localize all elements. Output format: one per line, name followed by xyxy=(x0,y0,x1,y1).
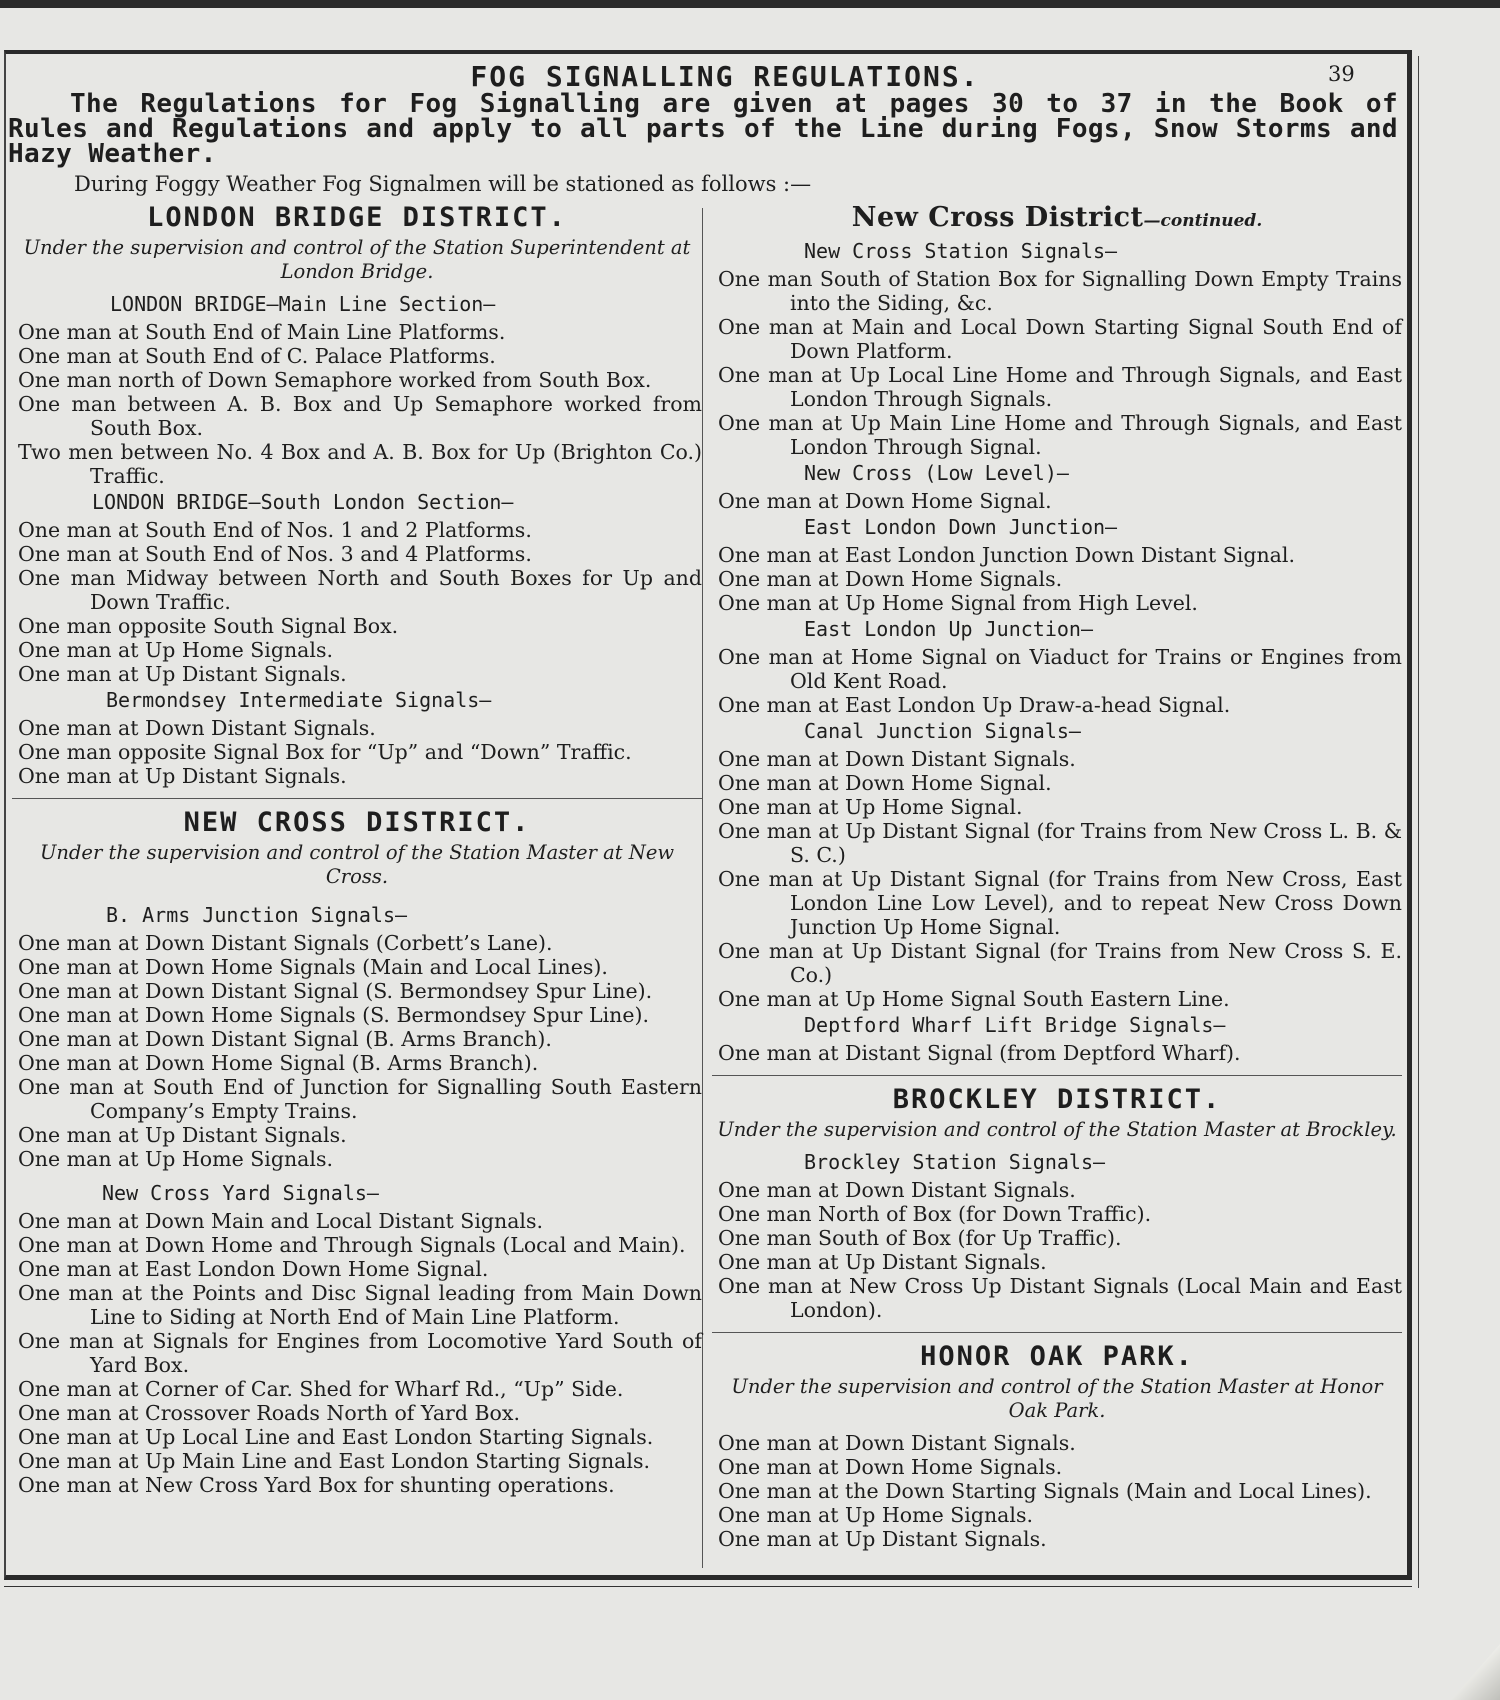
section-heading: B. Arms Junction Signals— xyxy=(106,903,408,927)
signal-item: One man at New Cross Yard Box for shunting operations. xyxy=(18,1473,615,1497)
section-heading: Bermondsey Intermediate Signals— xyxy=(106,688,492,712)
border-rule xyxy=(4,1586,1412,1587)
signal-item: One man North of Box (for Down Traffic). xyxy=(718,1202,1152,1226)
signal-item: One man at Down Home Signals (S. Bermondsey Spur Line). xyxy=(18,1003,650,1027)
signal-item: One man at Distant Signal (from Deptford Wharf). xyxy=(718,1041,1241,1065)
signal-list xyxy=(12,320,702,488)
signal-list xyxy=(12,931,702,1171)
supervision-note: Under the supervision and control of the Station Master at Brockley. xyxy=(717,1118,1397,1141)
supervision-note: Under the supervision and control of the Station Superintendent at London Bridge. xyxy=(23,236,691,283)
signal-item: One man at Up Distant Signals. xyxy=(718,1527,1047,1551)
signal-item: One man at Down Distant Signals (Corbett’s Lane). xyxy=(18,931,553,955)
signal-item: One man at East London Down Home Signal. xyxy=(18,1257,489,1281)
signal-item: One man South of Station Box for Signalling Down Empty Trains into the Siding, &c. xyxy=(718,267,1402,315)
signal-item: One man opposite South Signal Box. xyxy=(18,614,399,638)
signal-item: One man at East London Junction Down Distant Signal. xyxy=(718,543,1295,567)
continued-label: —continued. xyxy=(1143,211,1263,231)
signal-list xyxy=(712,267,1402,459)
intro-paragraph: The Regulations for Fog Signalling are given at pages 30 to 37 in the Book of Rules and Regulations and apply to all parts of the Line during Fogs, Snow Storms and Hazy Weather. xyxy=(8,89,1398,169)
signal-item: One man at Up Distant Signal (for Trains from New Cross, East London Line Low Level), and to repeat New Cross Down Junction Up Home Signal. xyxy=(718,867,1402,939)
signal-item: One man at Up Main Line and East London Starting Signals. xyxy=(18,1449,650,1473)
signal-item: One man at Crossover Roads North of Yard Box. xyxy=(18,1401,520,1425)
new-cross-district xyxy=(12,807,702,1497)
signal-item: One man at New Cross Up Distant Signals (Local Main and East London). xyxy=(718,1274,1402,1322)
signal-item: One man at Down Distant Signal (S. Bermondsey Spur Line). xyxy=(18,979,653,1003)
signal-item: One man at South End of Junction for Signalling South Eastern Company’s Empty Trains. xyxy=(18,1075,702,1123)
signal-item: One man at Down Distant Signals. xyxy=(18,716,376,740)
signal-list xyxy=(12,518,702,686)
left-column xyxy=(12,200,702,1497)
signal-list xyxy=(12,1209,702,1497)
signal-item: One man at Home Signal on Viaduct for Trains or Engines from Old Kent Road. xyxy=(718,645,1402,693)
signal-item: One man at Down Home Signals. xyxy=(718,567,1063,591)
supervision-note: Under the supervision and control of the Station Master at Honor Oak Park. xyxy=(731,1375,1383,1422)
signal-item: One man at Up Distant Signal (for Trains from New Cross S. E. Co.) xyxy=(718,939,1402,987)
signal-item: One man at East London Up Draw-a-head Signal. xyxy=(718,693,1231,717)
signal-item: One man at Down Main and Local Distant Signals. xyxy=(18,1209,544,1233)
signal-list xyxy=(712,1041,1402,1065)
section-heading: New Cross (Low Level)— xyxy=(804,461,1069,485)
section-heading: Brockley Station Signals— xyxy=(804,1150,1106,1174)
signal-item: One man South of Box (for Up Traffic). xyxy=(718,1226,1122,1250)
signal-item: One man at Down Distant Signal (B. Arms Branch). xyxy=(18,1027,552,1051)
signal-item: One man at Up Distant Signals. xyxy=(718,1250,1047,1274)
stationing-note: During Foggy Weather Fog Signalmen will be stationed as follows :— xyxy=(74,172,812,196)
honor-oak-park-district xyxy=(712,1341,1402,1551)
signal-item: One man at Up Home Signals. xyxy=(18,1147,333,1171)
page-number: 39 xyxy=(1328,62,1355,86)
signal-item: One man at Main and Local Down Starting Signal South End of Down Platform. xyxy=(718,315,1402,363)
right-column xyxy=(712,200,1402,1551)
signal-list xyxy=(12,716,702,788)
signal-list xyxy=(712,1431,1402,1551)
signal-item: One man at South End of Nos. 1 and 2 Platforms. xyxy=(18,518,532,542)
signal-item: One man at Down Home Signal. xyxy=(718,489,1052,513)
district-title: HONOR OAK PARK. xyxy=(920,1341,1194,1372)
column-divider xyxy=(702,208,703,1568)
brockley-district xyxy=(712,1084,1402,1322)
signal-item: One man at Up Home Signal from High Level. xyxy=(718,591,1198,615)
signal-item: One man at Up Main Line Home and Through Signals, and East London Through Signal. xyxy=(718,411,1402,459)
signal-item: One man at Up Home Signals. xyxy=(18,638,333,662)
signal-item: One man at Down Distant Signals. xyxy=(718,1431,1076,1455)
section-heading: East London Up Junction— xyxy=(804,617,1093,641)
signal-item: One man at Up Local Line and East London Starting Signals. xyxy=(18,1425,654,1449)
signal-item: One man at South End of C. Palace Platforms. xyxy=(18,344,496,368)
signal-item: One man at Up Home Signals. xyxy=(718,1503,1033,1527)
border-rule xyxy=(1418,56,1419,1588)
district-title: BROCKLEY DISTRICT. xyxy=(892,1084,1222,1115)
signal-item: One man at Up Distant Signals. xyxy=(18,764,347,788)
district-rule xyxy=(712,1332,1402,1333)
signal-list xyxy=(712,543,1402,615)
signal-list xyxy=(712,1178,1402,1322)
signal-list xyxy=(712,489,1402,513)
section-heading: LONDON BRIDGE—Main Line Section— xyxy=(110,292,496,316)
district-title-text: New Cross District xyxy=(851,202,1144,233)
district-title xyxy=(712,202,1402,233)
signal-item: One man at Up Distant Signal (for Trains from New Cross L. B. & S. C.) xyxy=(718,819,1402,867)
page-corner-curl xyxy=(1430,1630,1500,1700)
signal-item: One man at the Points and Disc Signal leading from Main Down Line to Siding at North End of Main Line Platform. xyxy=(18,1281,702,1329)
signal-item: One man at Down Home Signal. xyxy=(718,771,1052,795)
signal-item: One man at the Down Starting Signals (Main and Local Lines). xyxy=(718,1479,1372,1503)
section-heading: Deptford Wharf Lift Bridge Signals— xyxy=(804,1013,1226,1037)
signal-item: One man at Corner of Car. Shed for Wharf Rd., “Up” Side. xyxy=(18,1377,624,1401)
district-rule xyxy=(712,1075,1402,1076)
signal-item: One man opposite Signal Box for “Up” and “Down” Traffic. xyxy=(18,740,632,764)
signal-item: Two men between No. 4 Box and A. B. Box for Up (Brighton Co.) Traffic. xyxy=(18,440,702,488)
signal-item: One man at Up Distant Signals. xyxy=(18,1123,347,1147)
signal-item: One man at Up Local Line Home and Through Signals, and East London Through Signals. xyxy=(718,363,1402,411)
section-heading: LONDON BRIDGE—South London Section— xyxy=(92,490,514,514)
district-title: NEW CROSS DISTRICT. xyxy=(183,807,531,838)
signal-list xyxy=(712,645,1402,717)
london-bridge-district xyxy=(12,202,702,788)
signal-item: One man at Down Home Signal (B. Arms Branch). xyxy=(18,1051,539,1075)
signal-list xyxy=(712,747,1402,1011)
top-edge xyxy=(0,0,1500,8)
signal-item: One man at Down Distant Signals. xyxy=(718,747,1076,771)
section-heading: New Cross Station Signals— xyxy=(804,239,1118,263)
signal-item: One man at Down Home Signals (Main and Local Lines). xyxy=(18,955,608,979)
district-title: LONDON BRIDGE DISTRICT. xyxy=(147,202,567,233)
signal-item: One man at Signals for Engines from Locomotive Yard South of Yard Box. xyxy=(18,1329,702,1377)
signal-item: One man Midway between North and South Boxes for Up and Down Traffic. xyxy=(18,566,702,614)
signal-item: One man at Up Home Signal South Eastern Line. xyxy=(718,987,1230,1011)
signal-item: One man at Up Distant Signals. xyxy=(18,662,347,686)
signal-item: One man at Down Distant Signals. xyxy=(718,1178,1076,1202)
signal-item: One man at Down Home Signals. xyxy=(718,1455,1063,1479)
section-heading: New Cross Yard Signals— xyxy=(102,1181,379,1205)
supervision-note: Under the supervision and control of the Station Master at New Cross. xyxy=(39,841,675,888)
signal-item: One man north of Down Semaphore worked from South Box. xyxy=(18,368,652,392)
signal-item: One man at Up Home Signal. xyxy=(718,795,1023,819)
district-rule xyxy=(12,798,702,799)
signal-item: One man at Down Home and Through Signals (Local and Main). xyxy=(18,1233,686,1257)
section-heading: Canal Junction Signals— xyxy=(804,719,1081,743)
page-title: FOG SIGNALLING REGULATIONS. xyxy=(470,60,980,93)
signal-item: One man between A. B. Box and Up Semaphore worked from South Box. xyxy=(18,392,702,440)
signal-item: One man at South End of Nos. 3 and 4 Platforms. xyxy=(18,542,532,566)
section-heading: East London Down Junction— xyxy=(804,515,1118,539)
new-cross-district-continued xyxy=(712,202,1402,1065)
signal-item: One man at South End of Main Line Platforms. xyxy=(18,320,506,344)
